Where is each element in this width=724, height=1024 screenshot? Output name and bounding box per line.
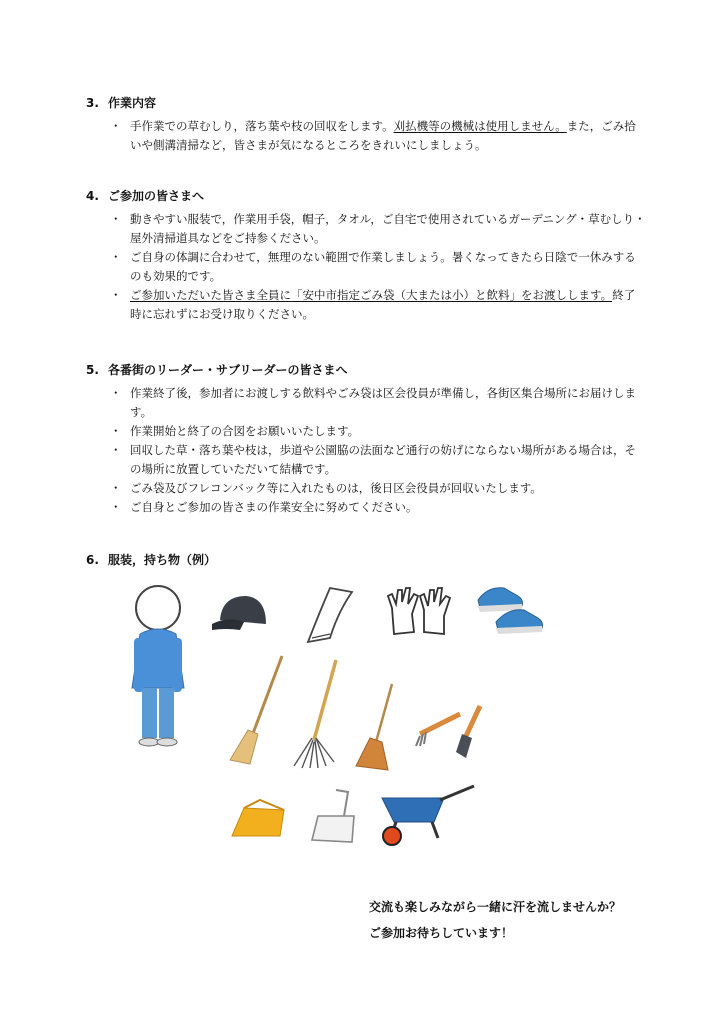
list-item (86, 210, 646, 248)
section-leaders (86, 361, 646, 517)
bullet-icon: ・ (110, 386, 122, 400)
bullet-icon: ・ (110, 119, 122, 133)
section-work-content (86, 94, 646, 155)
list-item (86, 117, 646, 155)
item-underlined-text: ご参加いただいた皆さま全員に「安中市指定ごみ袋（大または小）と飲料」をお渡しします。 (130, 288, 613, 302)
section-heading (86, 187, 646, 206)
bullet-icon: ・ (110, 212, 122, 226)
list-item (86, 248, 646, 286)
section-number: 4. (86, 189, 99, 203)
item-underlined-text: 刈払機等の機械は使用しません。 (393, 119, 567, 133)
section-number: 5. (86, 363, 99, 377)
wheelbarrow-icon (374, 776, 478, 848)
list-item (86, 441, 646, 479)
list-item (86, 498, 646, 517)
item-text: ご自身の体調に合わせて，無理のない範囲で作業しましょう。暑くなってきたら日陰で一休みするのも効果的です。 (130, 250, 636, 283)
item-text: 回収した草・落ち葉や枝は，歩道や公園脇の法面など通行の妨げにならない場所がある場合は，その場所に放置していただいて結構です。 (130, 443, 636, 476)
section-title: 服装，持ち物（例） (108, 553, 217, 567)
section-number: 6. (86, 553, 99, 567)
item-text: 終了時に忘れずにお受け取りください。 (130, 288, 636, 321)
cap-icon (208, 590, 272, 638)
broom-icon (226, 652, 290, 770)
garden-tools-icon (414, 700, 488, 762)
section-heading (86, 94, 646, 113)
section-title: ご参加の皆さまへ (108, 189, 205, 203)
closing-message-line2: ご参加お待ちしています！ (369, 926, 514, 940)
section-number: 3. (86, 96, 99, 110)
towel-icon (300, 582, 360, 648)
hand-broom-icon (352, 680, 398, 774)
gloves-icon (384, 584, 460, 640)
bullet-icon: ・ (110, 250, 122, 264)
bullet-icon: ・ (110, 481, 122, 495)
closing-message-line1: 交流も楽しみながら一緒に汗を流しませんか？ (369, 900, 622, 914)
section-title: 作業内容 (108, 96, 157, 110)
rake-icon (286, 656, 342, 772)
dustpan-icon (226, 796, 290, 848)
item-text: 手作業での草むしり，落ち葉や枝の回収をします。 (130, 119, 394, 133)
section-participants (86, 187, 646, 324)
bullet-icon: ・ (110, 424, 122, 438)
item-text: 作業終了後，参加者にお渡しする飲料やごみ袋は区会役員が準備し，各街区集合場所にお届けします。 (130, 386, 636, 419)
bullet-list (86, 117, 646, 155)
bullet-icon: ・ (110, 288, 122, 302)
bullet-icon: ・ (110, 443, 122, 457)
list-item (86, 422, 646, 441)
person-icon (128, 584, 194, 750)
item-text: 作業開始と終了の合図をお願いいたします。 (130, 424, 360, 438)
sneakers-icon (474, 578, 548, 636)
bullet-list (86, 384, 646, 517)
section-clothing-items (86, 551, 646, 574)
list-item (86, 384, 646, 422)
item-text: ごみ袋及びフレコンバック等に入れたものは，後日区会役員が回収いたします。 (130, 481, 542, 495)
bullet-icon: ・ (110, 500, 122, 514)
item-text: ご自身とご参加の皆さまの作業安全に努めてください。 (130, 500, 418, 514)
bullet-list (86, 210, 646, 324)
list-item (86, 479, 646, 498)
section-title: 各番街のリーダー・サブリーダーの皆さまへ (108, 363, 348, 377)
section-heading (86, 551, 646, 570)
dustpan-frame-icon (306, 786, 360, 848)
item-text: 動きやすい服装で，作業用手袋，帽子，タオル，ご自宅で使用されているガーデニング・草むしり・屋外清掃道具などをご持参ください。 (130, 212, 646, 245)
item-text: また，ごみ拾いや側溝清掃など，皆さまが気になるところをきれいにしましょう。 (130, 119, 636, 152)
list-item (86, 286, 646, 324)
section-heading (86, 361, 646, 380)
